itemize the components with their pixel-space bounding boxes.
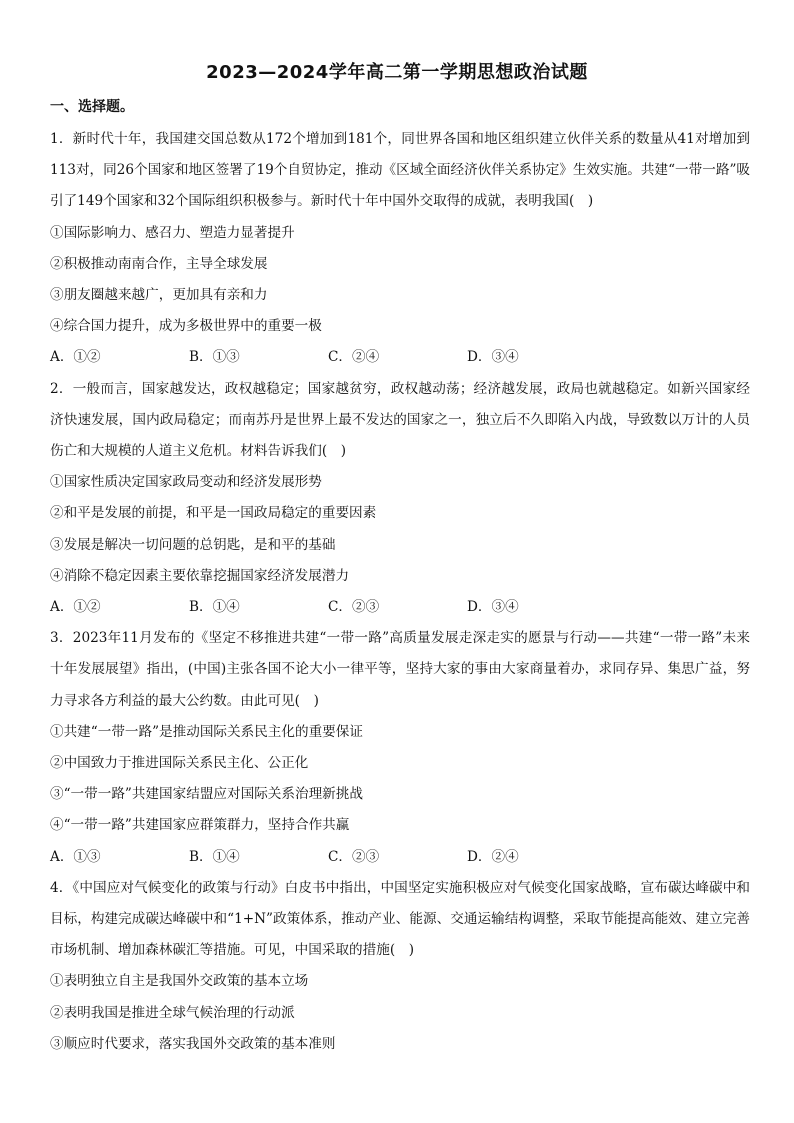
question-list [50,124,750,1060]
choice-d: D．③④ [467,599,519,616]
statement-option: ①共建“一带一路”是推动国际关系民主化的重要保证 [50,723,363,740]
statement-option: ③顺应时代要求，落实我国外交政策的基本准则 [50,1035,336,1052]
choice-b: B．①④ [189,848,240,865]
statement-option: ③朋友圈越来越广，更加具有亲和力 [50,287,268,304]
statement-option: ④消除不稳定因素主要依靠挖掘国家经济发展潜力 [50,567,350,584]
choice-b: B．①③ [189,349,240,366]
statement-option: ②和平是发展的前提，和平是一国政局稳定的重要因素 [50,505,377,522]
section-heading: 一、选择题。 [50,99,134,115]
statement-option: ④“一带一路”共建国家应群策群力，坚持合作共赢 [50,817,350,834]
statement-option: ①国家性质决定国家政局变动和经济发展形势 [50,474,322,491]
page-title: 2023—2024学年高二第一学期思想政治试题 [206,62,588,83]
choice-b: B．①④ [189,599,240,616]
choice-c: C．②④ [328,349,380,366]
answer-choices [50,342,750,373]
choice-a: A．①② [50,599,101,616]
statement-option: ③“一带一路”共建国家结盟应对国际关系治理新挑战 [50,786,363,803]
choice-a: A．①③ [50,848,101,865]
statement-option: ①国际影响力、感召力、塑造力显著提升 [50,224,295,241]
question-stem: 1．新时代十年，我国建交国总数从172个增加到181个，同世界各国和地区组织建立伙伴关系的数量从41对增加到113对，同26个国家和地区签署了19个自贸协定，推动《区域全面经济伙伴关系协定》生效实施。共建“一带一路”吸引了149个国家和32个国际组织积极参与。新时代十年中国外交取得的成就，表明我国( ) [50,131,750,210]
question-4 [50,873,750,1060]
statement-option: ①表明独立自主是我国外交政策的基本立场 [50,973,309,990]
choice-d: D．②④ [467,848,519,865]
question-stem: 2．一般而言，国家越发达，政权越稳定；国家越贫穷，政权越动荡；经济越发展，政局也就越稳定。如新兴国家经济快速发展，国内政局稳定；而南苏丹是世界上最不发达的国家之一，独立后不久即陷入内战，导致数以万计的人员伤亡和大规模的人道主义危机。材料告诉我们( ) [50,380,750,460]
choice-d: D．③④ [467,349,519,366]
question-2 [50,374,750,624]
answer-choices [50,592,750,623]
question-1 [50,124,750,374]
statement-option: ②中国致力于推进国际关系民主化、公正化 [50,755,309,772]
answer-choices [50,842,750,873]
choice-a: A．①② [50,349,101,366]
question-3 [50,623,750,873]
choice-c: C．②③ [328,848,380,865]
choice-c: C．②③ [328,599,380,616]
statement-option: ②表明我国是推进全球气候治理的行动派 [50,1004,295,1021]
question-stem: 4．《中国应对气候变化的政策与行动》白皮书中指出，中国坚定实施积极应对气候变化国家战略，宣布碳达峰碳中和目标，构建完成碳达峰碳中和“1+N”政策体系，推动产业、能源、交通运输结构调整，采取节能提高能效、建立完善市场机制、增加森林碳汇等措施。可见，中国采取的措施( ) [50,879,750,959]
statement-option: ③发展是解决一切问题的总钥匙，是和平的基础 [50,536,336,553]
question-stem: 3．2023年11月发布的《坚定不移推进共建“一带一路”高质量发展走深走实的愿景与行动——共建“一带一路”未来十年发展展望》指出，(中国)主张各国不论大小一律平等，坚持大家的事由大家商量着办，求同存异、集思广益，努力寻求各方利益的最大公约数。由此可见( ) [50,630,750,709]
statement-option: ②积极推动南南合作，主导全球发展 [50,255,268,272]
statement-option: ④综合国力提升，成为多极世界中的重要一极 [50,318,322,335]
